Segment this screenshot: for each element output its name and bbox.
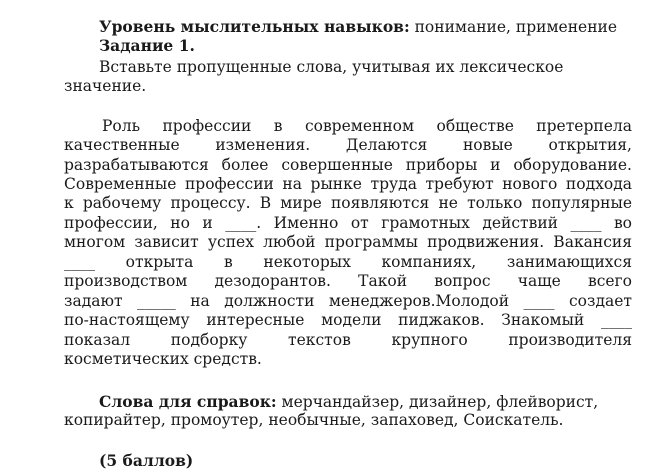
passage-line: разрабатываются более совершенные приборы и оборудование. [64,156,632,174]
passage-line: производством дезодорантов. Такой вопрос чаще всего [64,272,632,290]
skills-label: Уровень мыслительных навыков: [99,17,410,36]
passage-line: профессии, но и ____. Именно от грамотных действий ____ во [64,214,632,232]
passage-line: к рабочему процессу. В мире появляются не только популярные [64,194,632,212]
passage-line: качественные изменения. Делаются новые открытия, [64,136,632,154]
skills-line [99,17,617,37]
passage-line: по-настоящему интересные модели пиджаков. Знакомый ____ [64,311,632,329]
passage-line: Роль профессии в современном обществе претерпела [102,117,632,135]
score-label: (5 баллов) [99,451,194,470]
passage-line: многом зависит успех любой программы продвижения. Вакансия [64,233,632,251]
word-bank-words: мерчандайзер, дизайнер, флейворист, [276,393,599,411]
word-bank-line-2: копирайтер, промоутер, необычные, запаховед, Соискатель. [64,411,564,429]
passage-line: Современные профессии на рынке труда требуют нового подхода [64,175,632,193]
word-bank-label: Слова для справок: [99,392,277,411]
passage-line: показал подборку текстов крупного производителя [64,331,632,349]
passage-line: косметических средств. [64,350,262,368]
instruction-line-2: значение. [64,77,147,95]
task-heading: Задание 1. [99,36,195,55]
word-bank-line-1 [99,392,598,412]
passage-line: задают _____ на должности менеджеров.Молодой ____ создает [64,292,632,310]
instruction-line-1: Вставьте пропущенные слова, учитывая их лексическое [99,58,564,76]
skills-value: понимание, применение [409,18,618,36]
passage-line: ____ открыта в некоторых компаниях, занимающихся [64,253,632,271]
